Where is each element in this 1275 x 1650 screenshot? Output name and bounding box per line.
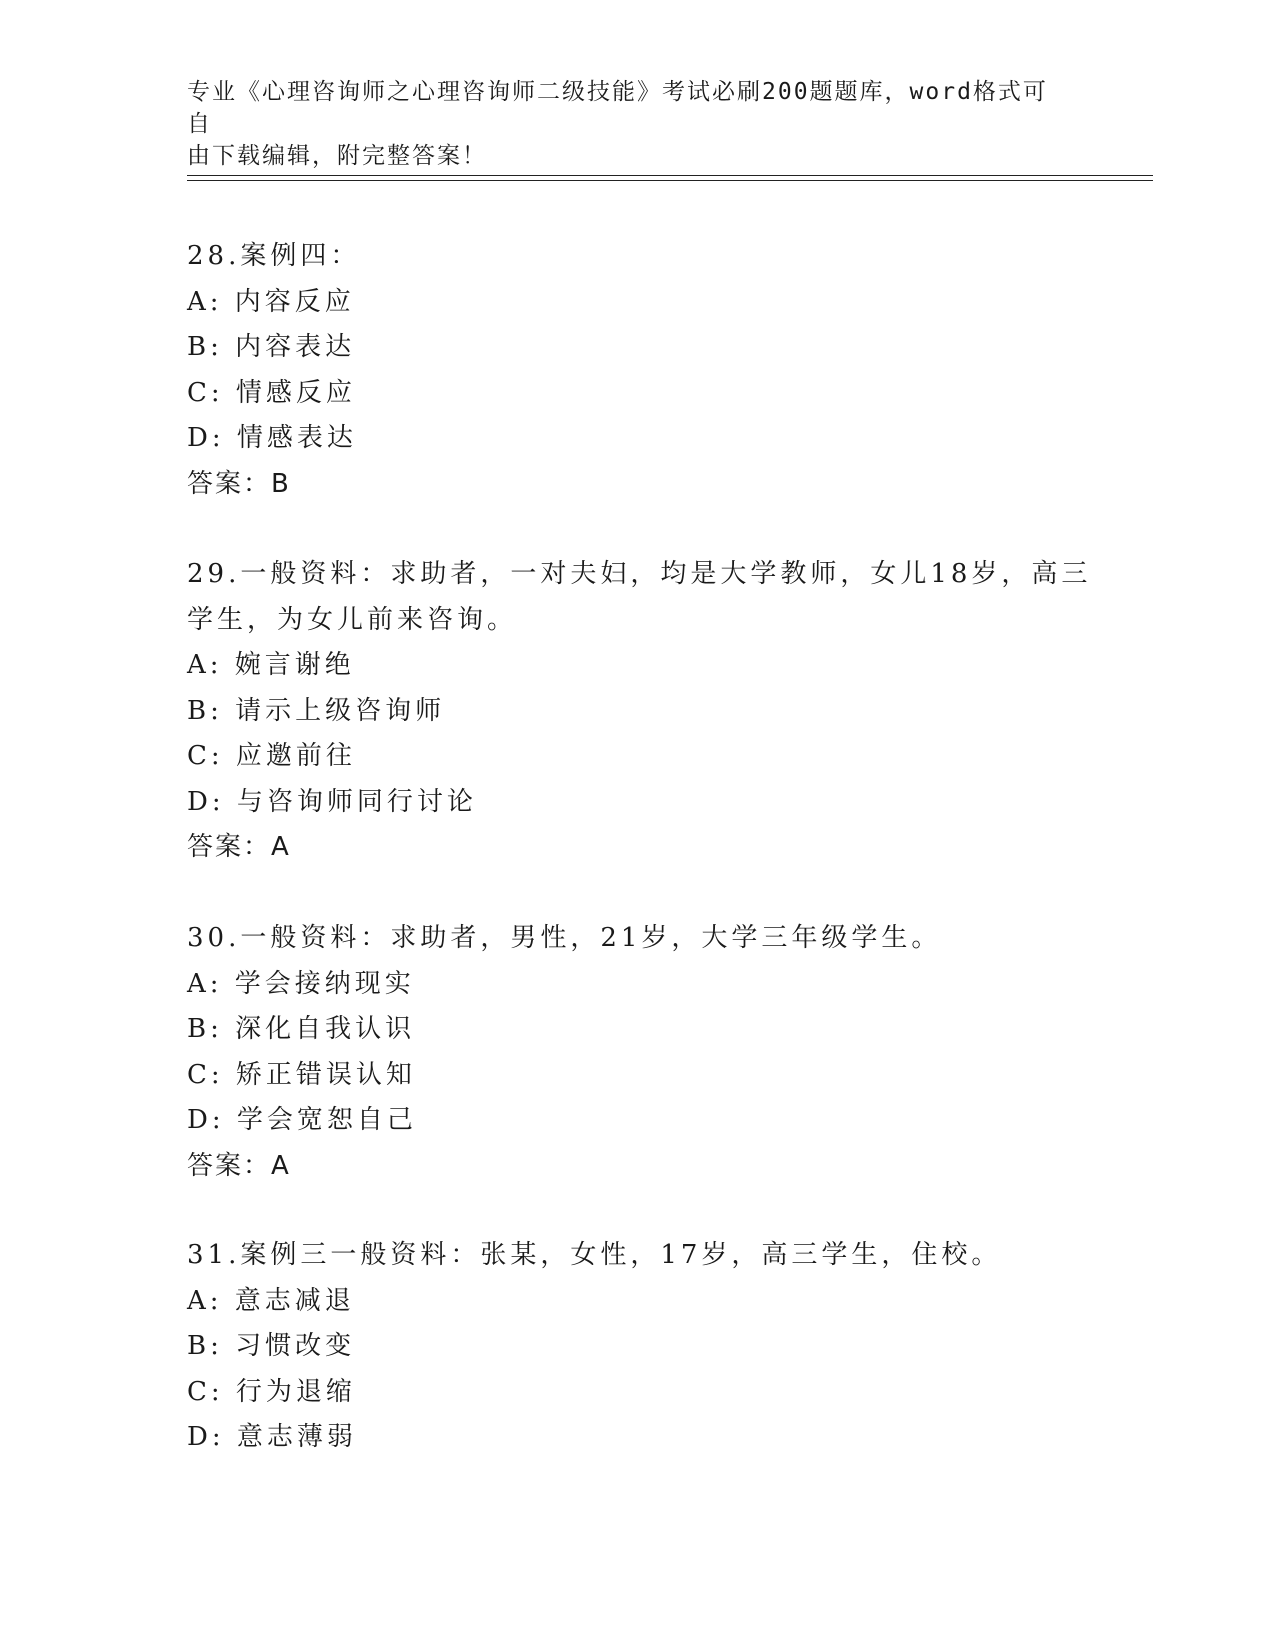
option-c: C: 应邀前往 (187, 741, 356, 771)
question-stem: 28.案例四： (187, 241, 361, 271)
option-d: D: 学会宽恕自己 (187, 1105, 417, 1135)
option-c: C: 矫正错误认知 (187, 1059, 416, 1090)
option-b: B: 内容表达 (187, 332, 356, 362)
option-b: B: 习惯改变 (187, 1331, 356, 1361)
option-a: A: 内容反应 (187, 286, 355, 317)
option-b: B: 请示上级咨询师 (187, 695, 446, 726)
option-a: A: 学会接纳现实 (187, 968, 415, 999)
question-31 (187, 1233, 1087, 1461)
option-a: A: 婉言谢绝 (187, 650, 355, 680)
header-line-2: 由下载编辑，附完整答案！ (187, 143, 487, 169)
option-d: D: 情感表达 (187, 423, 357, 453)
question-stem: 30.一般资料：求助者，男性，21岁，大学三年级学生。 (187, 923, 942, 953)
answer: 答案：A (187, 1150, 291, 1181)
question-stem-line-1: 29.一般资料：求助者，一对夫妇，均是大学教师，女儿18岁，高三 (187, 559, 1092, 589)
option-d: D: 意志薄弱 (187, 1422, 357, 1452)
header-divider-bottom (187, 180, 1153, 181)
answer: 答案：A (187, 832, 291, 862)
option-a: A: 意志减退 (187, 1285, 355, 1316)
header-divider-top (187, 175, 1153, 176)
option-c: C: 情感反应 (187, 377, 356, 408)
option-c: C: 行为退缩 (187, 1376, 356, 1407)
document-header (187, 76, 1067, 172)
question-stem: 31.案例三一般资料：张某，女性，17岁，高三学生，住校。 (187, 1240, 1002, 1270)
question-29 (187, 552, 1092, 871)
question-stem-line-2: 学生，为女儿前来咨询。 (187, 604, 518, 635)
header-line-1: 专业《心理咨询师之心理咨询师二级技能》考试必刷200题题库，word格式可自 (187, 79, 1048, 137)
answer: 答案：B (187, 468, 291, 499)
option-b: B: 深化自我认识 (187, 1014, 416, 1044)
question-30 (187, 916, 1087, 1189)
question-28 (187, 234, 1087, 507)
option-d: D: 与咨询师同行讨论 (187, 786, 477, 817)
